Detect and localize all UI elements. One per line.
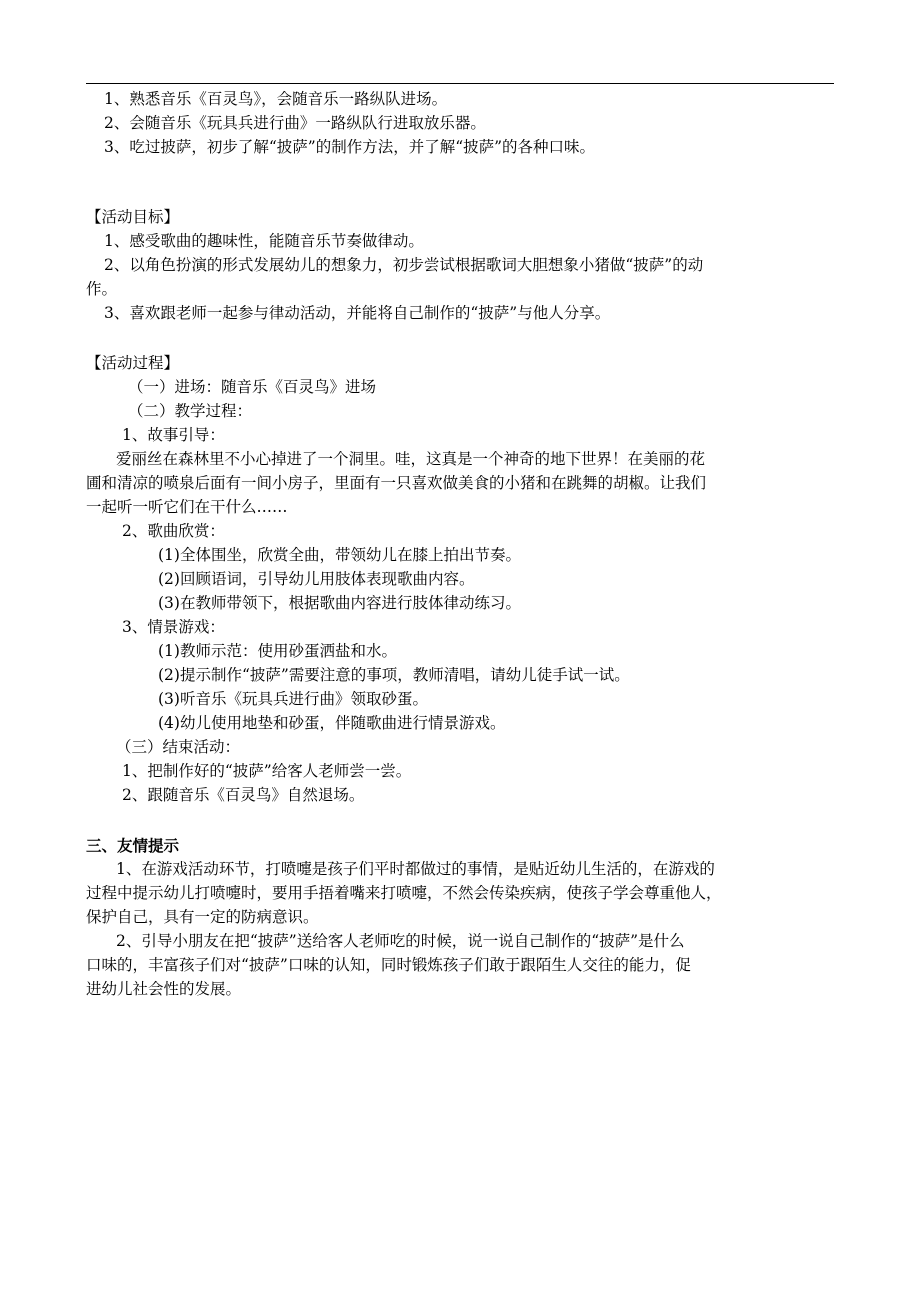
tips-p2-line-1: 2、引导小朋友在把“披萨”送给客人老师吃的时候，说一说自己制作的“披萨”是什么 [116,932,685,950]
tips-heading: 三、友情提示 [86,836,180,855]
step2-item-2: (2)回顾语词，引导幼儿用肢体表现歌曲内容。 [158,570,475,588]
story-line-3: 一起听一听它们在干什么…… [86,498,288,516]
step3-item-3: (3)听音乐《玩具兵进行曲》领取砂蛋。 [158,690,428,708]
tips-p1-line-1: 1、在游戏活动环节，打喷嚏是孩子们平时都做过的事情，是贴近幼儿生活的，在游戏的 [116,860,715,878]
step3-title: 3、情景游戏： [122,618,225,636]
header-rule [86,83,834,84]
goal-item-2: 2、以角色扮演的形式发展幼儿的想象力，初步尝试根据歌词大胆想象小猪做“披萨”的动 [104,256,704,274]
end-item-1: 1、把制作好的“披萨”给客人老师尝一尝。 [122,762,412,780]
goal-item-1: 1、感受歌曲的趣味性，能随音乐节奏做律动。 [104,232,424,250]
prep-item-2: 2、会随音乐《玩具兵进行曲》一路纵队行进取放乐器。 [104,114,486,132]
tips-p1-line-2: 过程中提示幼儿打喷嚏时，要用手捂着嘴来打喷嚏，不然会传染疾病，使孩子学会尊重他人， [86,884,722,902]
step2-item-3: (3)在教师带领下，根据歌曲内容进行肢体律动练习。 [158,594,521,612]
step1-title: 1、故事引导： [122,426,225,444]
process-heading: 【活动过程】 [86,354,180,372]
step2-item-1: (1)全体围坐，欣赏全曲，带领幼儿在膝上拍出节奏。 [158,546,521,564]
process-part1: （一）进场：随音乐《百灵鸟》进场 [128,378,377,396]
process-part3: （三）结束活动： [116,738,241,756]
tips-p2-line-3: 进幼儿社会性的发展。 [86,980,242,998]
end-item-2: 2、跟随音乐《百灵鸟》自然退场。 [122,786,365,804]
step3-item-2: (2)提示制作“披萨”需要注意的事项，教师清唱，请幼儿徒手试一试。 [158,666,630,684]
story-line-2: 圃和清凉的喷泉后面有一间小房子，里面有一只喜欢做美食的小猪和在跳舞的胡椒。让我们 [86,474,707,492]
step3-item-4: (4)幼儿使用地垫和砂蛋，伴随歌曲进行情景游戏。 [158,714,506,732]
goal-item-2-cont: 作。 [86,280,118,298]
goals-heading: 【活动目标】 [86,208,180,226]
prep-item-1: 1、熟悉音乐《百灵鸟》，会随音乐一路纵队进场。 [104,90,448,108]
step2-title: 2、歌曲欣赏： [122,522,225,540]
tips-p1-line-3: 保护自己，具有一定的防病意识。 [86,908,319,926]
tips-p2-line-2: 口味的，丰富孩子们对“披萨”口味的认知，同时锻炼孩子们敢于跟陌生人交往的能力，促 [86,956,691,974]
story-line-1: 爱丽丝在森林里不小心掉进了一个洞里。哇，这真是一个神奇的地下世界！在美丽的花 [116,450,706,468]
prep-item-3: 3、吃过披萨，初步了解“披萨”的制作方法，并了解“披萨”的各种口味。 [104,138,596,156]
process-part2: （二）教学过程： [128,402,253,420]
goal-item-3: 3、喜欢跟老师一起参与律动活动，并能将自己制作的“披萨”与他人分享。 [104,304,611,322]
step3-item-1: (1)教师示范：使用砂蛋洒盐和水。 [158,642,397,660]
